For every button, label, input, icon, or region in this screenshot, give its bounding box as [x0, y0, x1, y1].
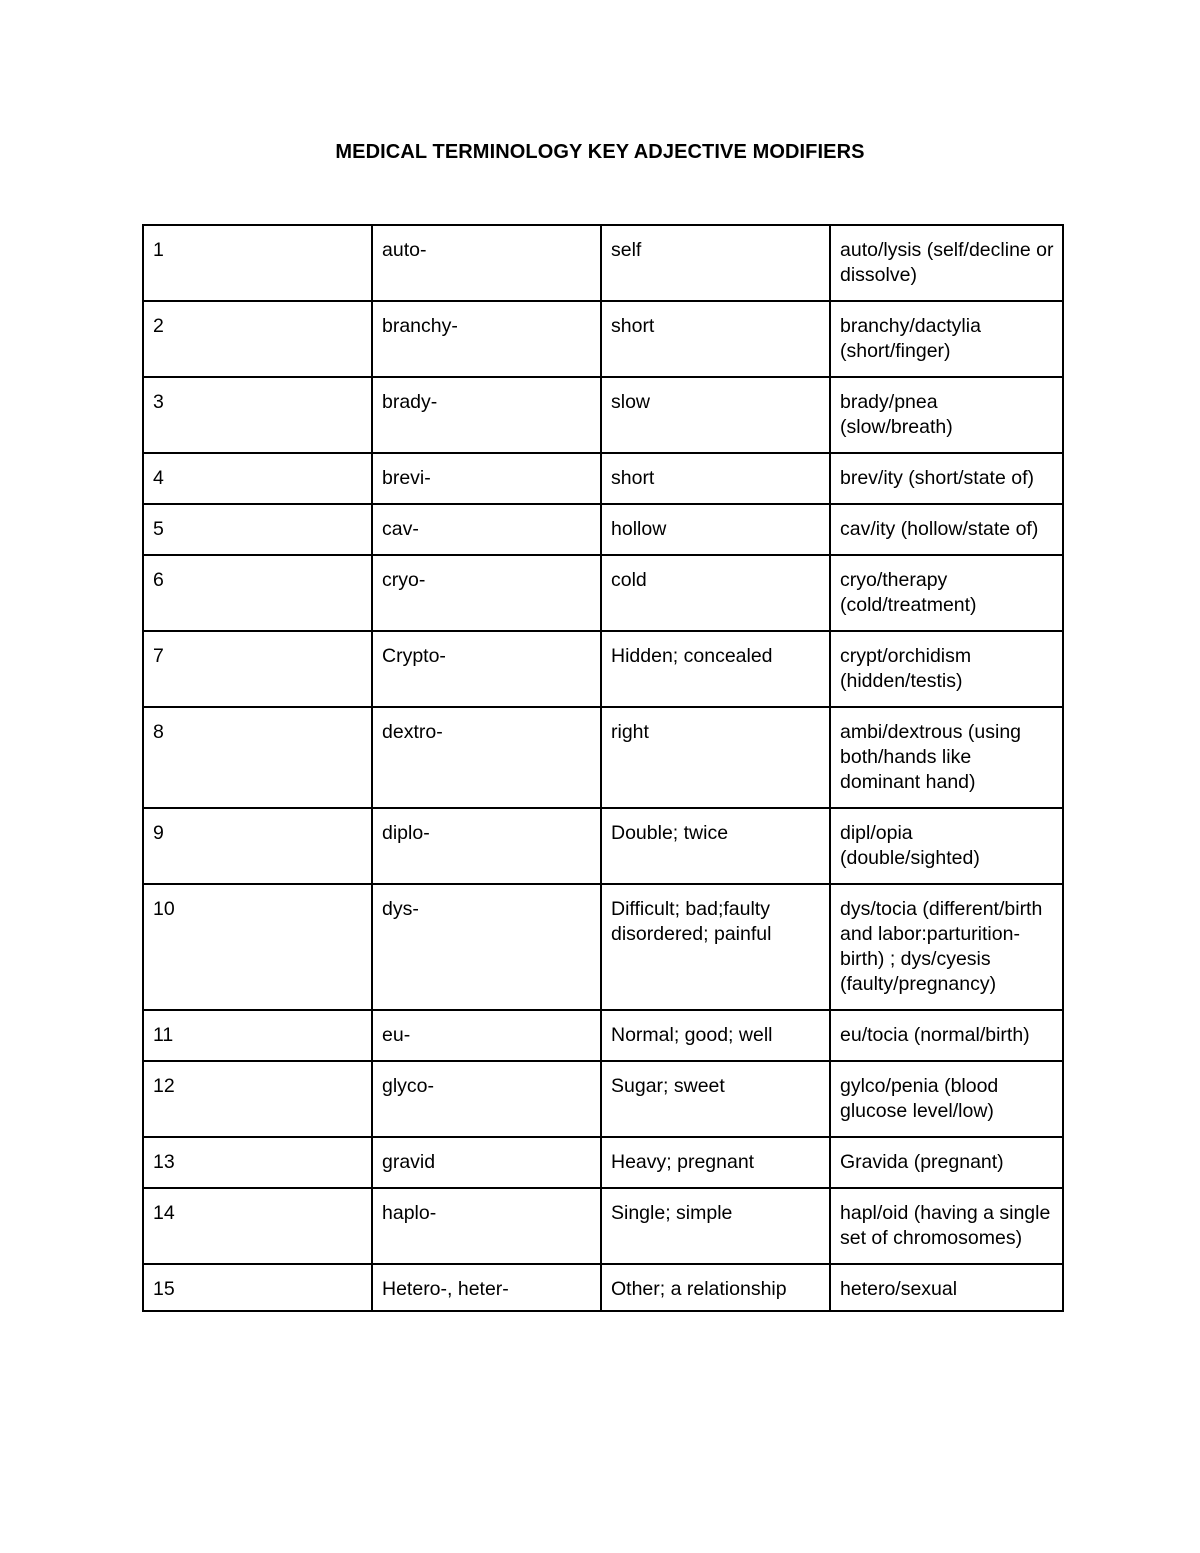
example-cell: brev/ity (short/state of): [830, 453, 1063, 504]
example-cell: dys/tocia (different/birth and labor:parturition-birth) ; dys/cyesis (faulty/pregnancy): [830, 884, 1063, 1010]
row-number-cell: 4: [143, 453, 372, 504]
table-row: [143, 377, 1063, 453]
meaning-cell: Difficult; bad;faulty disordered; painful: [601, 884, 830, 1010]
row-number-cell: 2: [143, 301, 372, 377]
prefix-cell: Hetero-, heter-: [372, 1264, 601, 1311]
table-row: [143, 1061, 1063, 1137]
row-number-cell: 7: [143, 631, 372, 707]
prefix-cell: haplo-: [372, 1188, 601, 1264]
terminology-table: [142, 224, 1064, 1312]
table-row: [143, 453, 1063, 504]
prefix-cell: eu-: [372, 1010, 601, 1061]
meaning-cell: hollow: [601, 504, 830, 555]
meaning-cell: self: [601, 225, 830, 301]
example-cell: hapl/oid (having a single set of chromosomes): [830, 1188, 1063, 1264]
meaning-cell: Normal; good; well: [601, 1010, 830, 1061]
prefix-cell: dextro-: [372, 707, 601, 808]
row-number-cell: 12: [143, 1061, 372, 1137]
row-number-cell: 3: [143, 377, 372, 453]
meaning-cell: Heavy; pregnant: [601, 1137, 830, 1188]
example-cell: brady/pnea (slow/breath): [830, 377, 1063, 453]
row-number-cell: 9: [143, 808, 372, 884]
table-row: [143, 808, 1063, 884]
prefix-cell: gravid: [372, 1137, 601, 1188]
meaning-cell: slow: [601, 377, 830, 453]
row-number-cell: 10: [143, 884, 372, 1010]
meaning-cell: Other; a relationship: [601, 1264, 830, 1311]
example-cell: crypt/orchidism (hidden/testis): [830, 631, 1063, 707]
row-number-cell: 8: [143, 707, 372, 808]
table-row: [143, 301, 1063, 377]
meaning-cell: right: [601, 707, 830, 808]
example-cell: cryo/therapy (cold/treatment): [830, 555, 1063, 631]
table-row: [143, 1010, 1063, 1061]
example-cell: cav/ity (hollow/state of): [830, 504, 1063, 555]
meaning-cell: short: [601, 453, 830, 504]
example-cell: Gravida (pregnant): [830, 1137, 1063, 1188]
row-number-cell: 6: [143, 555, 372, 631]
table-body: [143, 225, 1063, 1311]
prefix-cell: brevi-: [372, 453, 601, 504]
page-title: MEDICAL TERMINOLOGY KEY ADJECTIVE MODIFIERS: [335, 141, 865, 163]
row-number-cell: 14: [143, 1188, 372, 1264]
prefix-cell: cav-: [372, 504, 601, 555]
meaning-cell: cold: [601, 555, 830, 631]
example-cell: hetero/sexual: [830, 1264, 1063, 1311]
example-cell: eu/tocia (normal/birth): [830, 1010, 1063, 1061]
row-number-cell: 15: [143, 1264, 372, 1311]
example-cell: ambi/dextrous (using both/hands like dominant hand): [830, 707, 1063, 808]
table-row: [143, 504, 1063, 555]
meaning-cell: Sugar; sweet: [601, 1061, 830, 1137]
meaning-cell: short: [601, 301, 830, 377]
meaning-cell: Single; simple: [601, 1188, 830, 1264]
example-cell: auto/lysis (self/decline or dissolve): [830, 225, 1063, 301]
prefix-cell: branchy-: [372, 301, 601, 377]
table-row: [143, 555, 1063, 631]
prefix-cell: brady-: [372, 377, 601, 453]
meaning-cell: Hidden; concealed: [601, 631, 830, 707]
prefix-cell: Crypto-: [372, 631, 601, 707]
meaning-cell: Double; twice: [601, 808, 830, 884]
table-row: [143, 1264, 1063, 1311]
prefix-cell: auto-: [372, 225, 601, 301]
table-row: [143, 631, 1063, 707]
prefix-cell: cryo-: [372, 555, 601, 631]
row-number-cell: 1: [143, 225, 372, 301]
table-row: [143, 884, 1063, 1010]
prefix-cell: diplo-: [372, 808, 601, 884]
prefix-cell: glyco-: [372, 1061, 601, 1137]
row-number-cell: 11: [143, 1010, 372, 1061]
example-cell: dipl/opia (double/sighted): [830, 808, 1063, 884]
table-row: [143, 707, 1063, 808]
row-number-cell: 5: [143, 504, 372, 555]
row-number-cell: 13: [143, 1137, 372, 1188]
table-row: [143, 1188, 1063, 1264]
example-cell: gylco/penia (blood glucose level/low): [830, 1061, 1063, 1137]
example-cell: branchy/dactylia (short/finger): [830, 301, 1063, 377]
table-row: [143, 225, 1063, 301]
prefix-cell: dys-: [372, 884, 601, 1010]
table-row: [143, 1137, 1063, 1188]
